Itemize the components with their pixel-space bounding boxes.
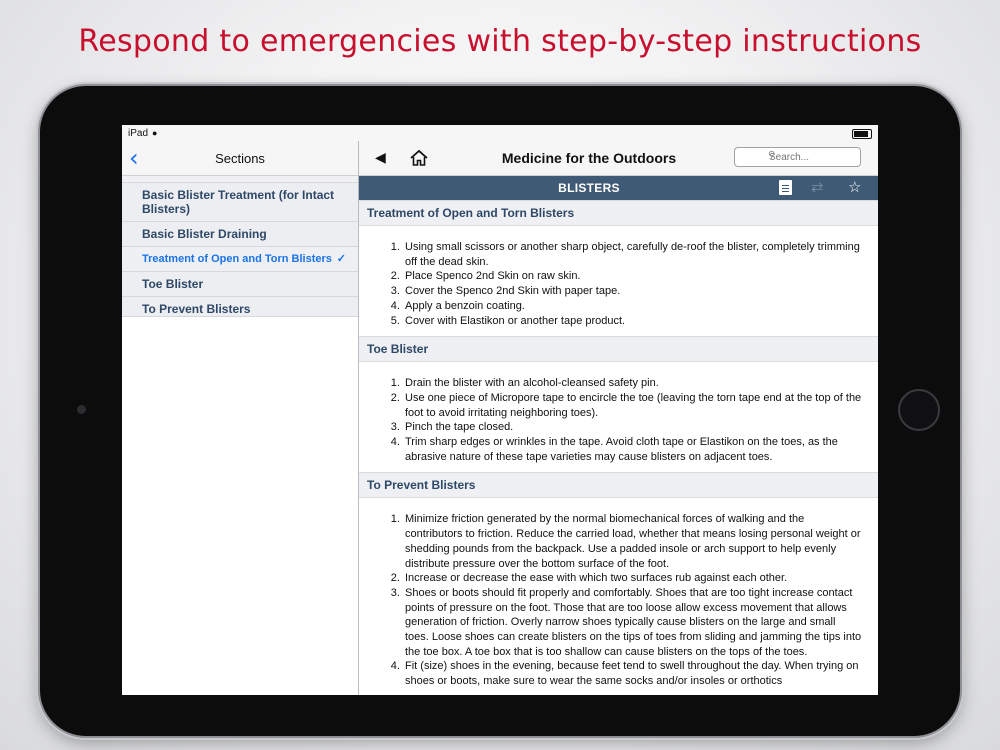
instruction-step: 4. Trim sharp edges or wrinkles in the tape. Avoid cloth tape or Elastikon on the toes, as the abrasive nature of these tape varieties may cause blisters on adjacent toes.	[403, 435, 862, 464]
sidebar-item[interactable]	[122, 247, 358, 272]
camera-dot	[77, 405, 86, 414]
main-pane	[359, 141, 878, 695]
section-heading: Toe Blister	[359, 336, 878, 362]
instruction-step: 4. Fit (size) shoes in the evening, because feet tend to swell throughout the day. When trying on shoes or boots, make sure to wear the same socks and/or insoles or orthotics	[403, 659, 862, 688]
instruction-list	[359, 226, 878, 336]
home-button[interactable]	[898, 389, 940, 431]
swap-arrows-icon[interactable]: ⇄	[811, 179, 824, 196]
section-heading: Treatment of Open and Torn Blisters	[359, 200, 878, 226]
search-icon: ⚲	[768, 150, 776, 161]
instruction-step: 1. Drain the blister with an alcohol-cleansed safety pin.	[403, 376, 862, 391]
sidebar-item[interactable]	[122, 222, 358, 247]
instruction-list	[359, 498, 878, 695]
prev-arrow-icon[interactable]: ◀	[375, 149, 386, 165]
sidebar-item-label: Basic Blister Draining	[142, 227, 267, 241]
instruction-step: 2. Use one piece of Micropore tape to encircle the toe (leaving the torn tape end at the top of the foot to avoid irritating neighboring toes).	[403, 391, 862, 420]
instruction-step: 1. Minimize friction generated by the normal biomechanical forces of walking and the contributors to friction. Reduce the carried load, whether that means losing personal weight or shedding pounds from the backpack. Use a padded insole or arch support to help evenly distribute pressure over the bottom surface of the foot.	[403, 512, 862, 571]
sidebar-item[interactable]	[122, 272, 358, 297]
battery-icon	[852, 129, 872, 139]
sidebar-item[interactable]	[122, 183, 358, 222]
topbar	[359, 141, 878, 176]
chapter-title: BLISTERS	[558, 181, 620, 195]
content-area[interactable]	[359, 200, 878, 695]
wifi-icon: ●	[152, 128, 158, 138]
instruction-step: 3. Cover the Spenco 2nd Skin with paper tape.	[403, 284, 862, 299]
search-input[interactable]	[734, 147, 861, 167]
sidebar	[122, 141, 359, 695]
screen	[122, 125, 878, 695]
instruction-step: 2. Increase or decrease the ease with which two surfaces rub against each other.	[403, 571, 862, 586]
instruction-step: 4. Apply a benzoin coating.	[403, 299, 862, 314]
sidebar-item-label: Basic Blister Treatment (for Intact Blisters)	[142, 188, 335, 216]
instruction-step: 1. Using small scissors or another sharp object, carefully de-roof the blister, completely trimming off the dead skin.	[403, 240, 862, 269]
sidebar-header	[122, 141, 358, 176]
back-chevron-icon[interactable]: ‹	[129, 144, 139, 172]
sidebar-list	[122, 182, 358, 322]
chapter-bar	[359, 176, 878, 200]
instruction-step: 5. Cover with Elastikon or another tape product.	[403, 314, 862, 329]
section-heading: To Prevent Blisters	[359, 472, 878, 498]
sidebar-empty-area	[122, 316, 358, 695]
ipad-frame	[40, 86, 960, 736]
status-bar	[122, 125, 878, 141]
sidebar-title: Sections	[215, 151, 265, 166]
instruction-list	[359, 362, 878, 472]
headline: Respond to emergencies with step-by-step instructions	[78, 24, 922, 59]
sidebar-item-label: Treatment of Open and Torn Blisters	[142, 253, 332, 265]
document-icon[interactable]	[779, 180, 792, 195]
sidebar-item-label: Toe Blister	[142, 277, 204, 291]
device-label: iPad	[128, 127, 149, 139]
home-icon[interactable]	[409, 148, 429, 168]
instruction-step: 3. Pinch the tape closed.	[403, 420, 862, 435]
star-icon[interactable]: ☆	[848, 179, 862, 196]
instruction-step: 2. Place Spenco 2nd Skin on raw skin.	[403, 269, 862, 284]
sidebar-item-label: To Prevent Blisters	[142, 302, 251, 316]
checkmark-icon: ✓	[336, 253, 346, 265]
instruction-step: 3. Shoes or boots should fit properly and comfortably. Shoes that are too tight increase contact points of pressure on the foot. Those that are too loose allow excess movement that allows generation of friction. Overly narrow shoes typically cause blisters on the large and small toes. Loose shoes can create blisters on the tips of toes from sliding and jamming the tips into the toe box. A toe box that is too shallow can cause blisters on the tops of the toes.	[403, 586, 862, 660]
book-title: Medicine for the Outdoors	[501, 150, 677, 166]
